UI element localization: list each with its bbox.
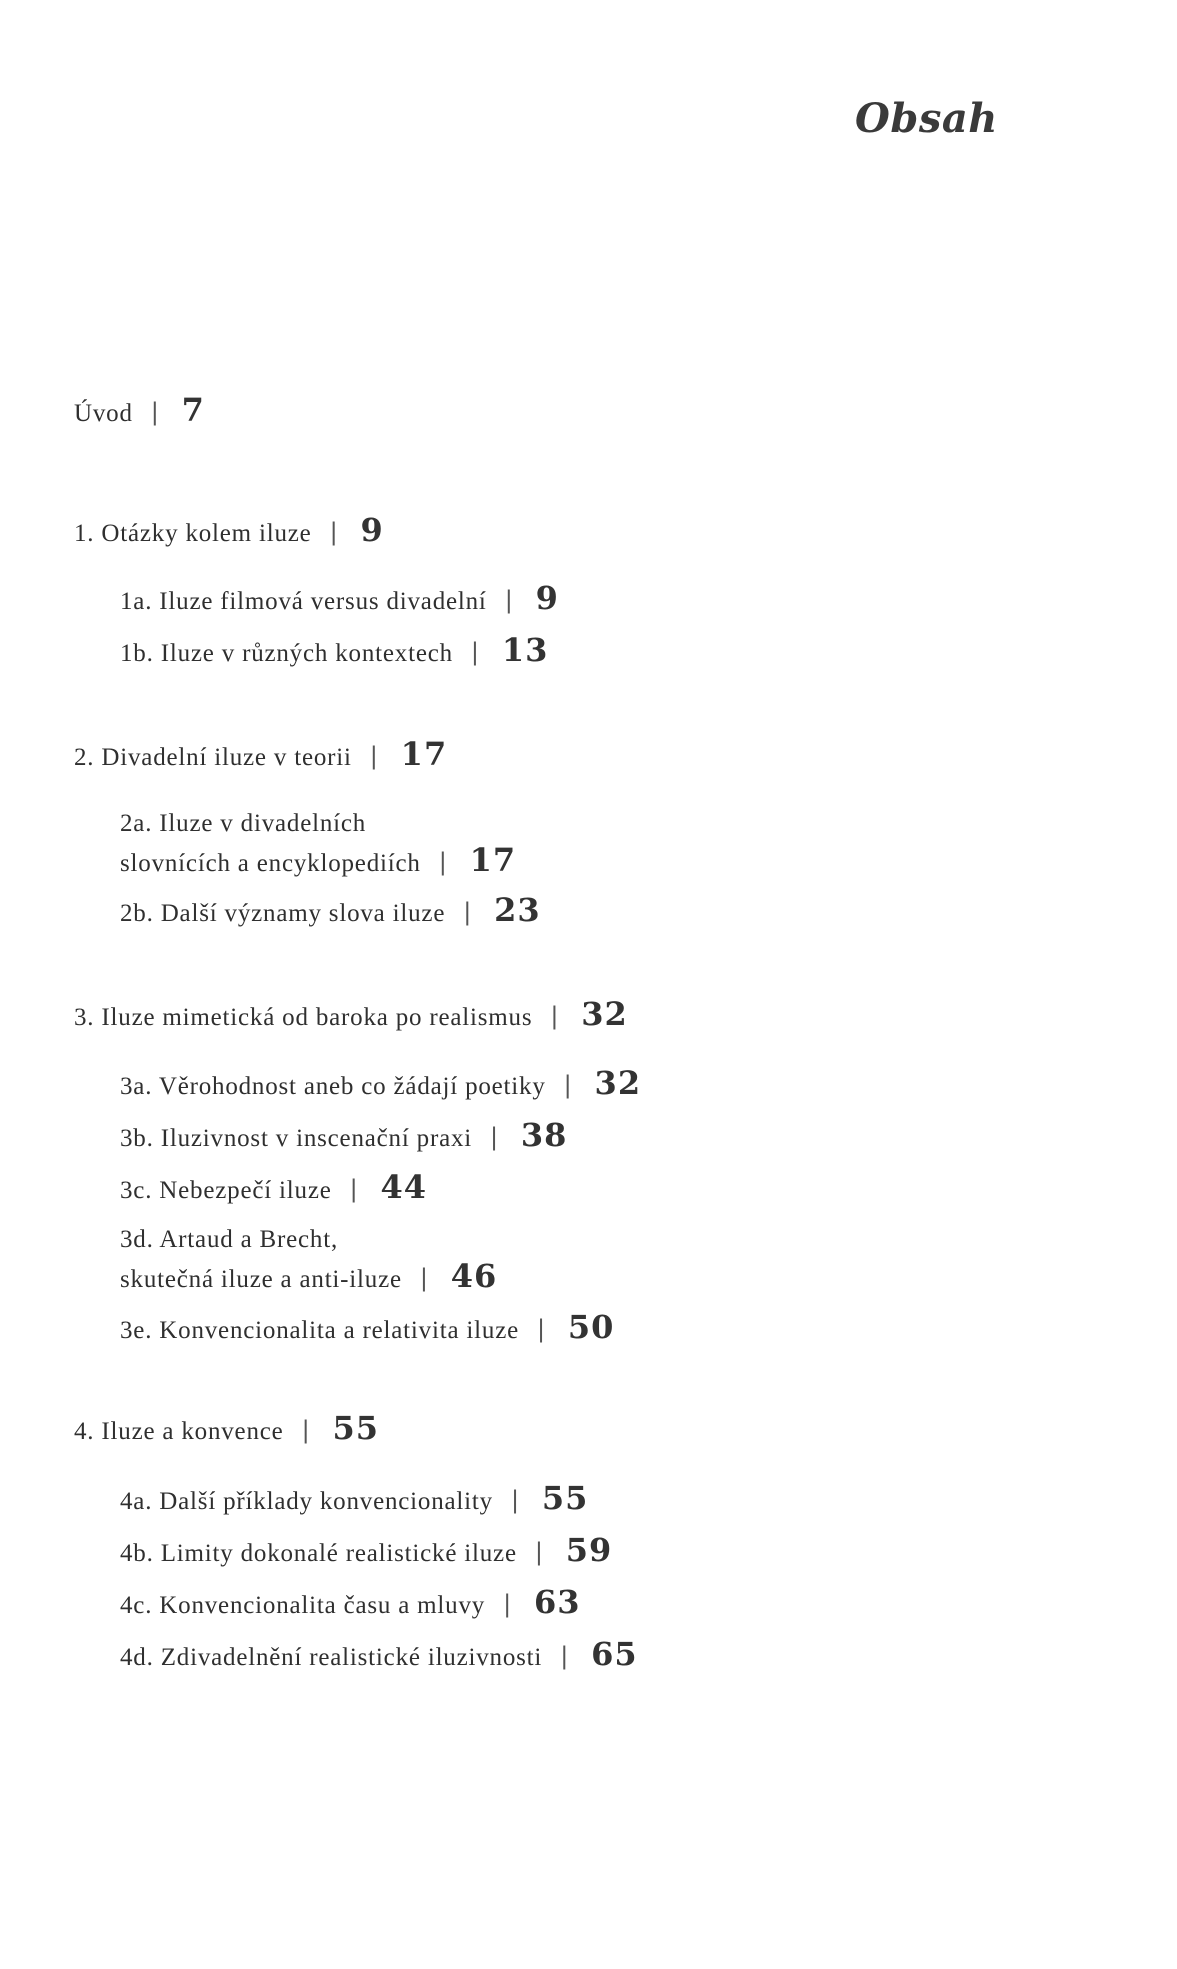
toc-entry-label: 3b. Iluzivnost v inscenační praxi xyxy=(120,1125,473,1152)
toc-entry-label: 3. Iluze mimetická od baroka po realismus xyxy=(74,1004,533,1031)
separator: | xyxy=(563,1071,573,1099)
toc-chapter-4[interactable] xyxy=(74,1410,379,1450)
toc-page-number: 63 xyxy=(533,1583,581,1621)
separator: | xyxy=(438,848,448,876)
separator: | xyxy=(349,1175,359,1203)
separator: | xyxy=(329,518,339,546)
toc-section-3e[interactable] xyxy=(120,1309,614,1349)
separator: | xyxy=(550,1002,560,1030)
toc-section-3b[interactable] xyxy=(120,1117,567,1157)
separator: | xyxy=(560,1642,570,1670)
toc-section-1b[interactable] xyxy=(120,632,548,672)
toc-section-1a[interactable] xyxy=(120,580,559,620)
separator: | xyxy=(537,1315,546,1343)
toc-chapter-1[interactable] xyxy=(74,512,384,552)
toc-entry-label: 1b. Iluze v různých kontextech xyxy=(120,640,453,667)
toc-page-number: 17 xyxy=(400,735,448,773)
separator: | xyxy=(150,398,160,426)
toc-entry-uvod[interactable] xyxy=(74,392,205,432)
separator: | xyxy=(463,898,473,926)
toc-entry-label: Úvod xyxy=(74,400,133,427)
separator: | xyxy=(534,1538,544,1566)
toc-entry-label: 1. Otázky kolem iluze xyxy=(74,520,312,547)
toc-section-4c[interactable] xyxy=(120,1584,581,1624)
toc-page-number: 9 xyxy=(360,511,384,549)
toc-page-number: 13 xyxy=(501,631,549,669)
toc-section-4b[interactable] xyxy=(120,1532,612,1572)
toc-page-number: 65 xyxy=(591,1635,638,1673)
toc-entry-label: 3e. Konvencionalita a relativita iluze xyxy=(120,1317,519,1344)
toc-section-3c[interactable] xyxy=(120,1169,427,1209)
separator: | xyxy=(504,586,514,614)
toc-page-number: 32 xyxy=(581,995,628,1033)
toc-page-number: 38 xyxy=(520,1116,568,1154)
toc-section-4d[interactable] xyxy=(120,1636,638,1676)
toc-entry-label-continued: slovnících a encyklopediích xyxy=(120,850,421,877)
toc-entry-label: 2. Divadelní iluze v teorii xyxy=(74,744,352,771)
separator: | xyxy=(419,1264,429,1292)
toc-page-number: 55 xyxy=(332,1409,379,1447)
toc-section-2b[interactable] xyxy=(120,892,541,932)
toc-page-number: 17 xyxy=(469,841,517,879)
toc-page-number: 23 xyxy=(494,891,541,929)
page-title: Obsah xyxy=(855,95,998,142)
toc-entry-label: 4d. Zdivadelnění realistické iluzivnosti xyxy=(120,1644,543,1671)
toc-entry-label: 3c. Nebezpečí iluze xyxy=(120,1177,332,1204)
toc-chapter-2[interactable] xyxy=(74,736,447,776)
separator: | xyxy=(470,638,480,666)
toc-entry-label: 4a. Další příklady konvencionality xyxy=(120,1488,493,1515)
toc-page-number: 50 xyxy=(567,1308,615,1346)
separator: | xyxy=(503,1590,512,1618)
toc-page-number: 32 xyxy=(594,1064,642,1102)
toc-page-number: 9 xyxy=(535,579,559,617)
separator: | xyxy=(369,742,379,770)
toc-entry-label: 4c. Konvencionalita času a mluvy xyxy=(120,1592,486,1619)
toc-section-4a[interactable] xyxy=(120,1480,588,1520)
toc-entry-label: 2a. Iluze v divadelních xyxy=(120,810,367,837)
toc-section-2a[interactable] xyxy=(120,806,516,882)
toc-entry-label: 3d. Artaud a Brecht, xyxy=(120,1226,339,1253)
toc-entry-label: 3a. Věrohodnost aneb co žádají poetiky xyxy=(120,1073,546,1100)
toc-page-number: 46 xyxy=(450,1257,498,1295)
separator: | xyxy=(510,1486,520,1514)
toc-section-3a[interactable] xyxy=(120,1065,641,1105)
toc-section-3d[interactable] xyxy=(120,1222,497,1298)
toc-entry-label: 4b. Limity dokonalé realistické iluze xyxy=(120,1540,517,1567)
toc-entry-label-continued: skutečná iluze a anti-iluze xyxy=(120,1266,402,1293)
separator: | xyxy=(490,1123,499,1151)
toc-entry-label: 1a. Iluze filmová versus divadelní xyxy=(120,588,487,615)
separator: | xyxy=(301,1416,311,1444)
toc-page-number: 44 xyxy=(380,1168,428,1206)
toc-page-number: 55 xyxy=(541,1479,589,1517)
toc-chapter-3[interactable] xyxy=(74,996,628,1036)
toc-page-number: 59 xyxy=(565,1531,613,1569)
toc-entry-label: 2b. Další významy slova iluze xyxy=(120,900,446,927)
toc-page-number: 7 xyxy=(181,391,205,429)
toc-entry-label: 4. Iluze a konvence xyxy=(74,1418,284,1445)
